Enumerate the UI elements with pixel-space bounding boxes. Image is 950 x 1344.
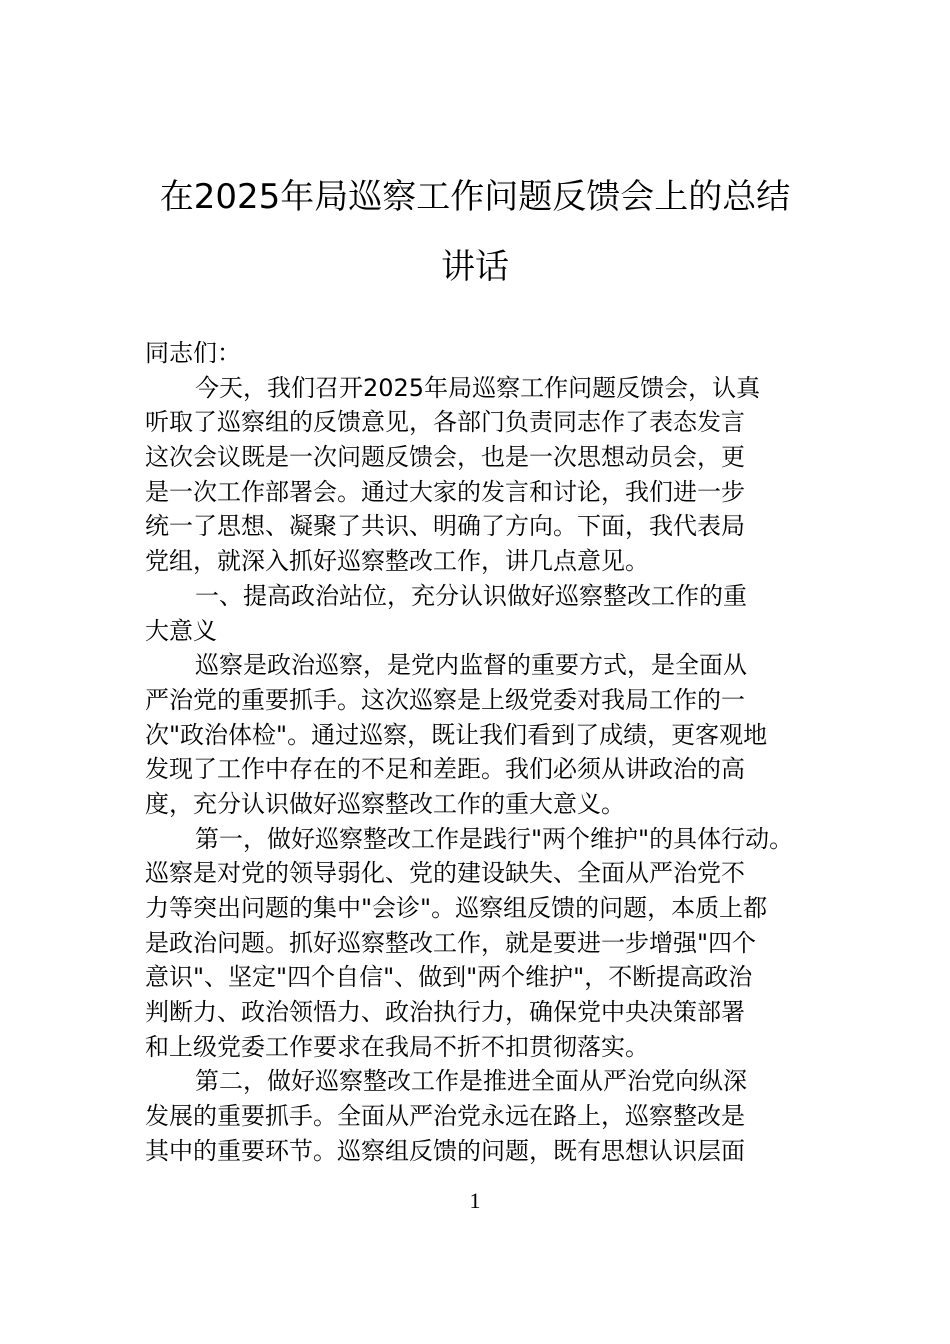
- text-line: 力等突出问题的集中"会诊"。巡察组反馈的问题，本质上都: [145, 894, 768, 922]
- text-line: 其中的重要环节。巡察组反馈的问题，既有思想认识层面: [145, 1136, 745, 1165]
- text-line: 严治党的重要抓手。这次巡察是上级党委对我局工作的一: [145, 685, 745, 714]
- document-body: [145, 336, 825, 1169]
- text-line: 听取了巡察组的反馈意见，各部门负责同志作了表态发言: [145, 408, 745, 437]
- text-line: 和上级党委工作要求在我局不折不扣贯彻落实。: [145, 1032, 649, 1061]
- text-line: 第二，做好巡察整改工作是推进全面从严治党向纵深: [195, 1067, 747, 1096]
- text-line: 党组，就深入抓好巡察整改工作，讲几点意见。: [145, 547, 649, 576]
- text-line: 度，充分认识做好巡察整改工作的重大意义。: [145, 789, 625, 818]
- text-line: 巡察是对党的领导弱化、党的建设缺失、全面从严治党不: [145, 859, 745, 888]
- document-title: [0, 162, 950, 302]
- text-line: 一、提高政治站位，充分认识做好巡察整改工作的重: [195, 581, 747, 610]
- text-line: 是一次工作部署会。通过大家的发言和讨论，我们进一步: [145, 477, 745, 506]
- text-line: 第一，做好巡察整改工作是践行"两个维护"的具体行动。: [195, 824, 794, 853]
- text-line: 今天，我们召开2025年局巡察工作问题反馈会，认真: [195, 373, 761, 402]
- text-line: 统一了思想、凝聚了共识、明确了方向。下面，我代表局: [145, 512, 745, 541]
- text-line: 这次会议既是一次问题反馈会，也是一次思想动员会，更: [145, 443, 745, 472]
- text-line: 发现了工作中存在的不足和差距。我们必须从讲政治的高: [145, 755, 745, 784]
- text-line: 同志们：: [145, 339, 241, 367]
- title-line: 讲话: [441, 247, 509, 287]
- text-line: 是政治问题。抓好巡察整改工作，就是要进一步增强"四个: [145, 928, 757, 957]
- text-line: 判断力、政治领悟力、政治执行力，确保党中央决策部署: [145, 998, 745, 1027]
- text-line: 巡察是政治巡察，是党内监督的重要方式，是全面从: [195, 651, 747, 680]
- text-line: 发展的重要抓手。全面从严治党永远在路上，巡察整改是: [145, 1102, 745, 1131]
- text-line: 意识"、坚定"四个自信"、做到"两个维护"，不断提高政治: [145, 963, 753, 992]
- text-line: 大意义: [145, 616, 217, 645]
- title-line: 在2025年局巡察工作问题反馈会上的总结: [159, 177, 791, 217]
- page-number: 1: [469, 1188, 481, 1213]
- text-line: 次"政治体检"。通过巡察，既让我们看到了成绩，更客观地: [145, 720, 768, 749]
